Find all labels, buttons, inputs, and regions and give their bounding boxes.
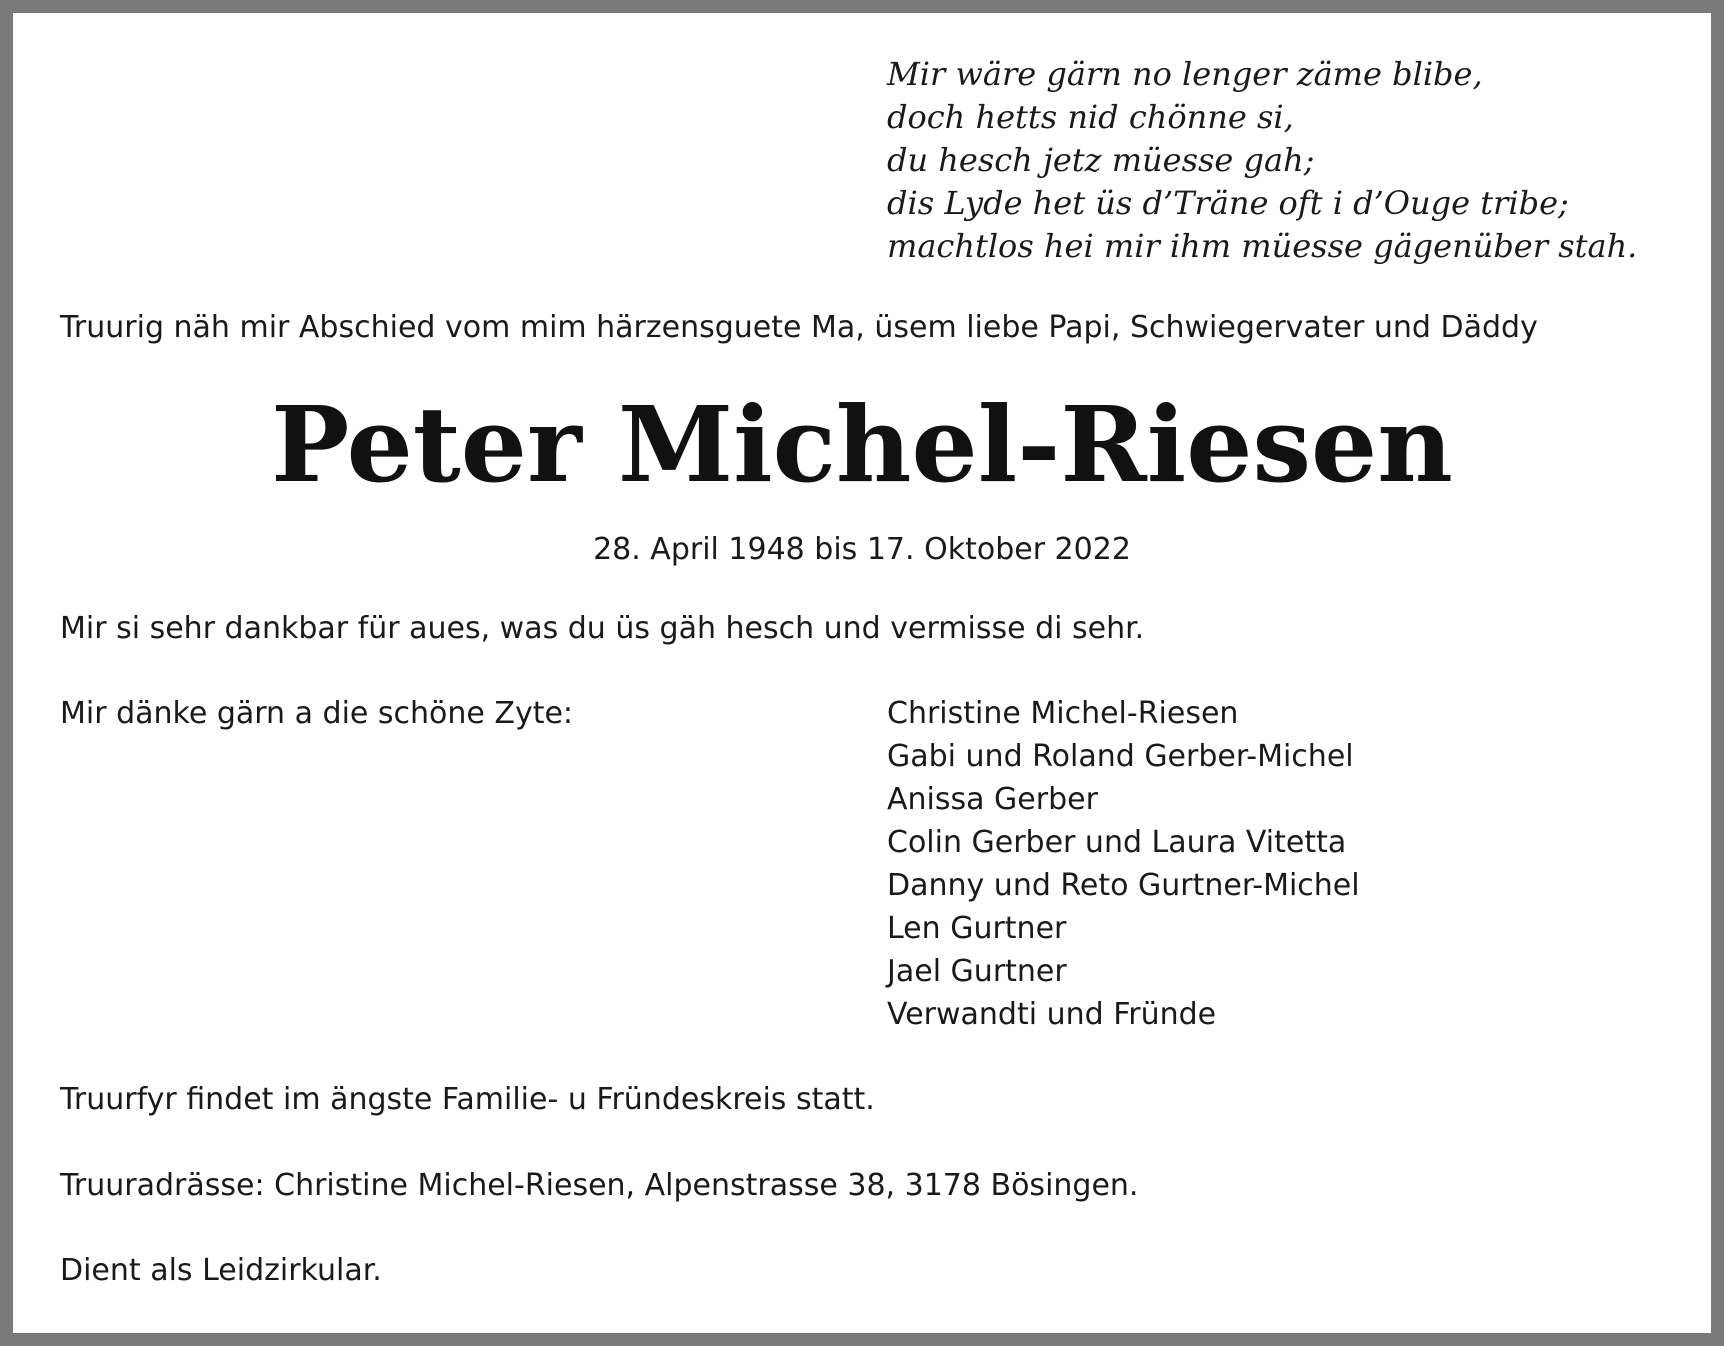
thanks-text: Mir si sehr dankbar für aues, was du üs gäh hesch und vermisse di sehr. bbox=[60, 611, 1145, 646]
mourner-name: Verwandti und Fründe bbox=[887, 997, 1217, 1032]
poem bbox=[887, 53, 1637, 268]
poem-line: doch hetts nid chönne si, bbox=[887, 98, 1294, 136]
mourner-name: Jael Gurtner bbox=[887, 954, 1067, 989]
life-dates: 28. April 1948 bis 17. Oktober 2022 bbox=[593, 532, 1131, 567]
mourner-name: Christine Michel-Riesen bbox=[887, 696, 1239, 731]
poem-line: du hesch jetz müesse gah; bbox=[887, 141, 1315, 179]
ceremony-text: Truurfyr findet im ängste Familie- u Fründeskreis statt. bbox=[60, 1082, 875, 1117]
poem-line: machtlos hei mir ihm müesse gägenüber stah. bbox=[887, 227, 1638, 265]
obituary-notice bbox=[13, 13, 1711, 1333]
mourner-name: Danny und Reto Gurtner-Michel bbox=[887, 868, 1360, 903]
mourner-name: Len Gurtner bbox=[887, 911, 1067, 946]
mourning-address: Truuradrässe: Christine Michel-Riesen, Alpenstrasse 38, 3178 Bösingen. bbox=[60, 1168, 1139, 1203]
mourners-lead: Mir dänke gärn a die schöne Zyte: bbox=[60, 696, 574, 731]
intro-text: Truurig näh mir Abschied vom mim härzensguete Ma, üsem liebe Papi, Schwiegervater und Däddy bbox=[60, 310, 1538, 345]
poem-line: dis Lyde het üs d’Träne oft i d’Ouge tribe; bbox=[887, 184, 1569, 222]
deceased-name: Peter Michel-Riesen bbox=[271, 383, 1453, 506]
mourners-list bbox=[887, 692, 1360, 1036]
mourner-name: Gabi und Roland Gerber-Michel bbox=[887, 739, 1354, 774]
circular-note: Dient als Leidzirkular. bbox=[60, 1253, 382, 1288]
mourner-name: Colin Gerber und Laura Vitetta bbox=[887, 825, 1347, 860]
mourner-name: Anissa Gerber bbox=[887, 782, 1098, 817]
poem-line: Mir wäre gärn no lenger zäme blibe, bbox=[887, 55, 1483, 93]
